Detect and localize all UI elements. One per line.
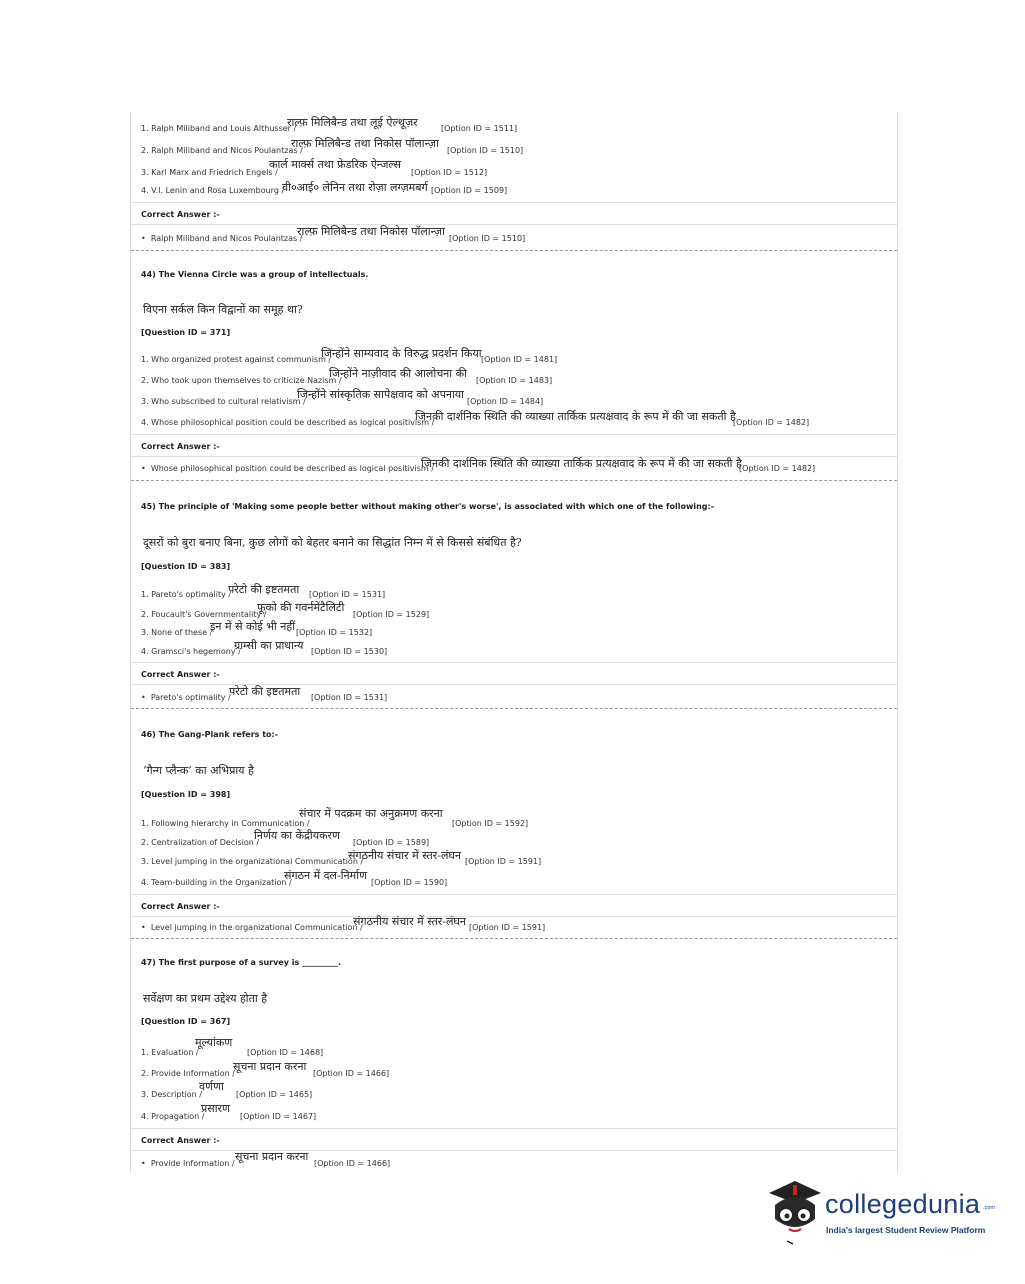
logo-suffix: .com [983, 1205, 996, 1211]
option-4-id: [Option ID = 1482] [733, 418, 810, 427]
correct-answer: • Ralph Miliband and Nicos Poulantzas / [141, 234, 303, 243]
option-1-hi: राल्फ़ मिलिबैन्ड तथा लूई ऐल्थूज़र [287, 116, 418, 129]
option-2-id: [Option ID = 1589] [353, 838, 430, 847]
option-2-id: [Option ID = 1483] [476, 376, 553, 385]
option-1-hi: परेटो की इष्टतमता [228, 583, 300, 596]
option-2-hi: निर्णय का केंद्रीयकरण [254, 829, 340, 842]
divider [131, 662, 897, 663]
correct-answer-label: Correct Answer :- [141, 442, 220, 451]
option-1-en: 1. Who organized protest against communism / [141, 355, 332, 364]
option-2-hi: जिन्होंने नाज़ीवाद की आलोचना की [329, 367, 467, 380]
divider [131, 894, 897, 895]
option-2-en: 2. Foucault's Governmentality / [141, 610, 267, 619]
option-3-hi: संगठनीय संचार में स्तर-लंघन [348, 849, 462, 862]
correct-answer: • Provide Information / [141, 1159, 235, 1168]
correct-answer-label: Correct Answer :- [141, 902, 220, 911]
correct-answer-label: Correct Answer :- [141, 210, 220, 219]
answer-hi: राल्फ़ मिलिबैन्ड तथा निकोस पॉलान्ज़ा [297, 225, 445, 238]
question-separator [131, 480, 897, 481]
exam-page [130, 112, 898, 1172]
answer-hi: परेटो की इष्टतमता [229, 685, 301, 698]
option-1-id: [Option ID = 1481] [481, 355, 558, 364]
option-4-en: 4. Team-building in the Organization / [141, 878, 292, 887]
logo-wordmark: collegedunia [825, 1189, 981, 1219]
question-id: [Question ID = 398] [141, 790, 231, 799]
question-hindi: विएना सर्कल किन विद्वानों का समूह था? [143, 303, 303, 316]
question-id: [Question ID = 367] [141, 1017, 231, 1026]
option-3-id: [Option ID = 1484] [467, 397, 544, 406]
option-1-en: 1. Pareto's optimality / [141, 590, 232, 599]
option-2-hi: फूको की गवर्नमेंटैलिटी [257, 601, 345, 614]
question-title: 47) The first purpose of a survey is _________. [141, 958, 342, 967]
divider [131, 434, 897, 435]
option-2-id: [Option ID = 1510] [447, 146, 524, 155]
question-id: [Question ID = 371] [141, 328, 231, 337]
divider [131, 1128, 897, 1129]
option-4-en: 4. V.I. Lenin and Rosa Luxembourg / [141, 186, 285, 195]
mascot-icon [765, 1175, 825, 1247]
question-hindi: सर्वेक्षण का प्रथम उद्देश्य होता है [143, 992, 268, 1005]
option-3-en: 3. Level jumping in the organizational Communication / [141, 857, 364, 866]
question-hindi: ‘गैन्ग प्लैन्क’ का अभिप्राय है [143, 764, 254, 777]
option-3-en: 3. Description / [141, 1090, 202, 1099]
option-1-en: 1. Evaluation / [141, 1048, 199, 1057]
option-3-id: [Option ID = 1512] [411, 168, 488, 177]
correct-answer-label: Correct Answer :- [141, 1136, 220, 1145]
option-2-hi: राल्फ़ मिलिबैन्ड तथा निकोस पॉलान्ज़ा [291, 137, 439, 150]
answer-id: [Option ID = 1482] [739, 464, 816, 473]
answer-id: [Option ID = 1510] [449, 234, 526, 243]
question-separator [131, 938, 897, 939]
divider [131, 224, 897, 225]
option-2-en: 2. Ralph Miliband and Nicos Poulantzas / [141, 146, 303, 155]
option-1-id: [Option ID = 1592] [452, 819, 529, 828]
option-2-hi: सूचना प्रदान करना [233, 1060, 307, 1073]
answer-id: [Option ID = 1466] [314, 1159, 391, 1168]
option-4-en: 4. Propagation / [141, 1112, 205, 1121]
option-4-hi: जिनकी दार्शनिक स्थिति की व्याख्या तार्किक प्रत्यक्षवाद के रूप में की जा सकती है [415, 410, 736, 423]
option-3-id: [Option ID = 1591] [465, 857, 542, 866]
option-4-hi: ग्राम्सी का प्राधान्य [234, 639, 304, 652]
answer-en: Ralph Miliband and Nicos Poulantzas / [150, 234, 303, 243]
divider [131, 916, 897, 917]
answer-en: Whose philosophical position could be described as logical positivism / [150, 464, 434, 473]
option-2-en: 2. Centralization of Decision / [141, 838, 260, 847]
answer-en: Level jumping in the organizational Communication / [150, 923, 363, 932]
collegedunia-logo[interactable] [765, 1175, 1000, 1250]
option-2-id: [Option ID = 1529] [353, 610, 430, 619]
option-3-en: 3. None of these / [141, 628, 213, 637]
option-1-hi: जिन्होंने साम्यवाद के विरुद्ध प्रदर्शन किया [321, 347, 482, 360]
correct-answer: • Level jumping in the organizational Communication / [141, 923, 363, 932]
question-hindi: दूसरों को बुरा बनाए बिना, कुछ लोगों को बेहतर बनाने का सिद्धांत निम्न में से किससे संबंधित है? [143, 536, 522, 549]
question-id: [Question ID = 383] [141, 562, 231, 571]
option-4-id: [Option ID = 1530] [311, 647, 388, 656]
option-4-id: [Option ID = 1590] [371, 878, 448, 887]
answer-id: [Option ID = 1591] [469, 923, 546, 932]
option-2-en: 2. Provide Information / [141, 1069, 235, 1078]
question-separator [131, 250, 897, 251]
option-3-hi: इन में से कोई भी नहीं [210, 620, 296, 633]
option-4-hi: वी०आई० लेनिन तथा रोज़ा लग्ज़मबर्ग [282, 181, 428, 194]
option-2-en: 2. Who took upon themselves to criticize Nazism / [141, 376, 342, 385]
option-4-en: 4. Gramsci's hegemony / [141, 647, 241, 656]
question-separator [131, 708, 897, 709]
option-4-hi: प्रसारण [201, 1102, 230, 1115]
option-2-id: [Option ID = 1466] [313, 1069, 390, 1078]
option-3-hi: जिन्होंने सांस्कृतिक सापेक्षवाद को अपनाया [297, 388, 465, 401]
answer-en: Provide Information / [150, 1159, 235, 1168]
question-title: 45) The principle of 'Making some people better without making other's worse', is associated with which one of the following:- [141, 502, 715, 511]
correct-answer: • Whose philosophical position could be described as logical positivism / [141, 464, 434, 473]
option-3-en: 3. Who subscribed to cultural relativism / [141, 397, 306, 406]
option-1-id: [Option ID = 1511] [441, 124, 518, 133]
option-3-hi: वर्णणा [199, 1080, 224, 1093]
option-4-id: [Option ID = 1509] [431, 186, 508, 195]
correct-answer: • Pareto's optimality / [141, 693, 231, 702]
option-1-id: [Option ID = 1468] [247, 1048, 324, 1057]
option-3-en: 3. Karl Marx and Friedrich Engels / [141, 168, 278, 177]
logo-tagline: India's largest Student Review Platform [826, 1225, 986, 1235]
option-3-id: [Option ID = 1532] [296, 628, 373, 637]
question-title: 46) The Gang-Plank refers to:- [141, 730, 279, 739]
question-title: 44) The Vienna Circle was a group of intellectuals. [141, 270, 369, 279]
option-4-id: [Option ID = 1467] [240, 1112, 317, 1121]
option-3-hi: कार्ल मार्क्स तथा फ्रेडरिक ऐन्जल्स [269, 158, 401, 171]
option-1-id: [Option ID = 1531] [309, 590, 386, 599]
answer-hi: संगठनीय संचार में स्तर-लंघन [353, 915, 467, 928]
option-4-hi: संगठन में दल-निर्माण [284, 869, 368, 882]
answer-en: Pareto's optimality / [150, 693, 231, 702]
option-1-en: 1. Following hierarchy in Communication / [141, 819, 310, 828]
option-3-id: [Option ID = 1465] [236, 1090, 313, 1099]
option-1-en: 1. Ralph Miliband and Louis Althusser / [141, 124, 297, 133]
option-1-hi: संचार में पदक्रम का अनुक्रमण करना [299, 807, 443, 820]
divider [131, 202, 897, 203]
option-1-hi: मूल्यांकण [195, 1036, 233, 1049]
answer-id: [Option ID = 1531] [311, 693, 388, 702]
correct-answer-label: Correct Answer :- [141, 670, 220, 679]
answer-hi: सूचना प्रदान करना [235, 1150, 309, 1163]
option-4-en: 4. Whose philosophical position could be described as logical positivism / [141, 418, 435, 427]
answer-hi: जिनकी दार्शनिक स्थिति की व्याख्या तार्किक प्रत्यक्षवाद के रूप में की जा सकती है [421, 457, 742, 470]
